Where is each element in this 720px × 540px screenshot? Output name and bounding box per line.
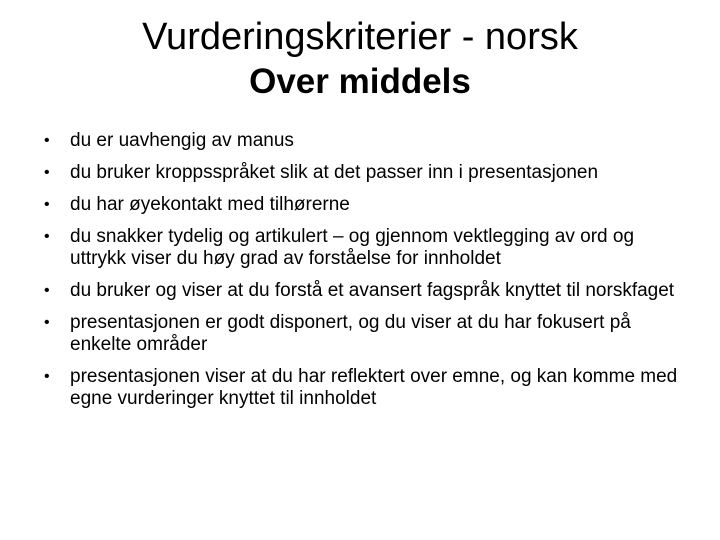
bullet-text: du bruker og viser at du forstå et avansert fagspråk knyttet til norskfaget [70,280,675,301]
slide-title: Vurderingskriterier - norsk [142,16,578,58]
bullet-icon: • [44,314,50,331]
bullet-item [44,280,684,302]
bullet-item [44,366,684,410]
bullet-text: du har øyekontakt med tilhørerne [70,194,350,215]
bullet-icon: • [44,132,50,149]
bullet-icon: • [44,282,50,299]
bullet-item [44,162,684,184]
bullet-item [44,226,684,270]
bullet-text: du bruker kroppsspråket slik at det passer inn i presentasjonen [70,162,599,183]
bullet-text: presentasjonen viser at du har reflektert over emne, og kan komme med egne vurderinger knyttet til innholdet [70,366,678,409]
bullet-text: du er uavhengig av manus [70,130,294,151]
bullet-icon: • [44,164,50,181]
bullet-text: presentasjonen er godt disponert, og du viser at du har fokusert på enkelte områder [70,312,631,355]
bullet-icon: • [44,196,50,213]
bullet-icon: • [44,228,50,245]
bullet-text: du snakker tydelig og artikulert – og gjennom vektlegging av ord og uttrykk viser du høy grad av forståelse for innholdet [70,226,635,269]
bullet-item [44,312,684,356]
slide-subtitle: Over middels [249,62,471,101]
bullet-item [44,130,684,152]
bullet-icon: • [44,368,50,385]
bullet-item [44,194,684,216]
bullet-list [44,130,684,420]
title-block [0,14,720,104]
